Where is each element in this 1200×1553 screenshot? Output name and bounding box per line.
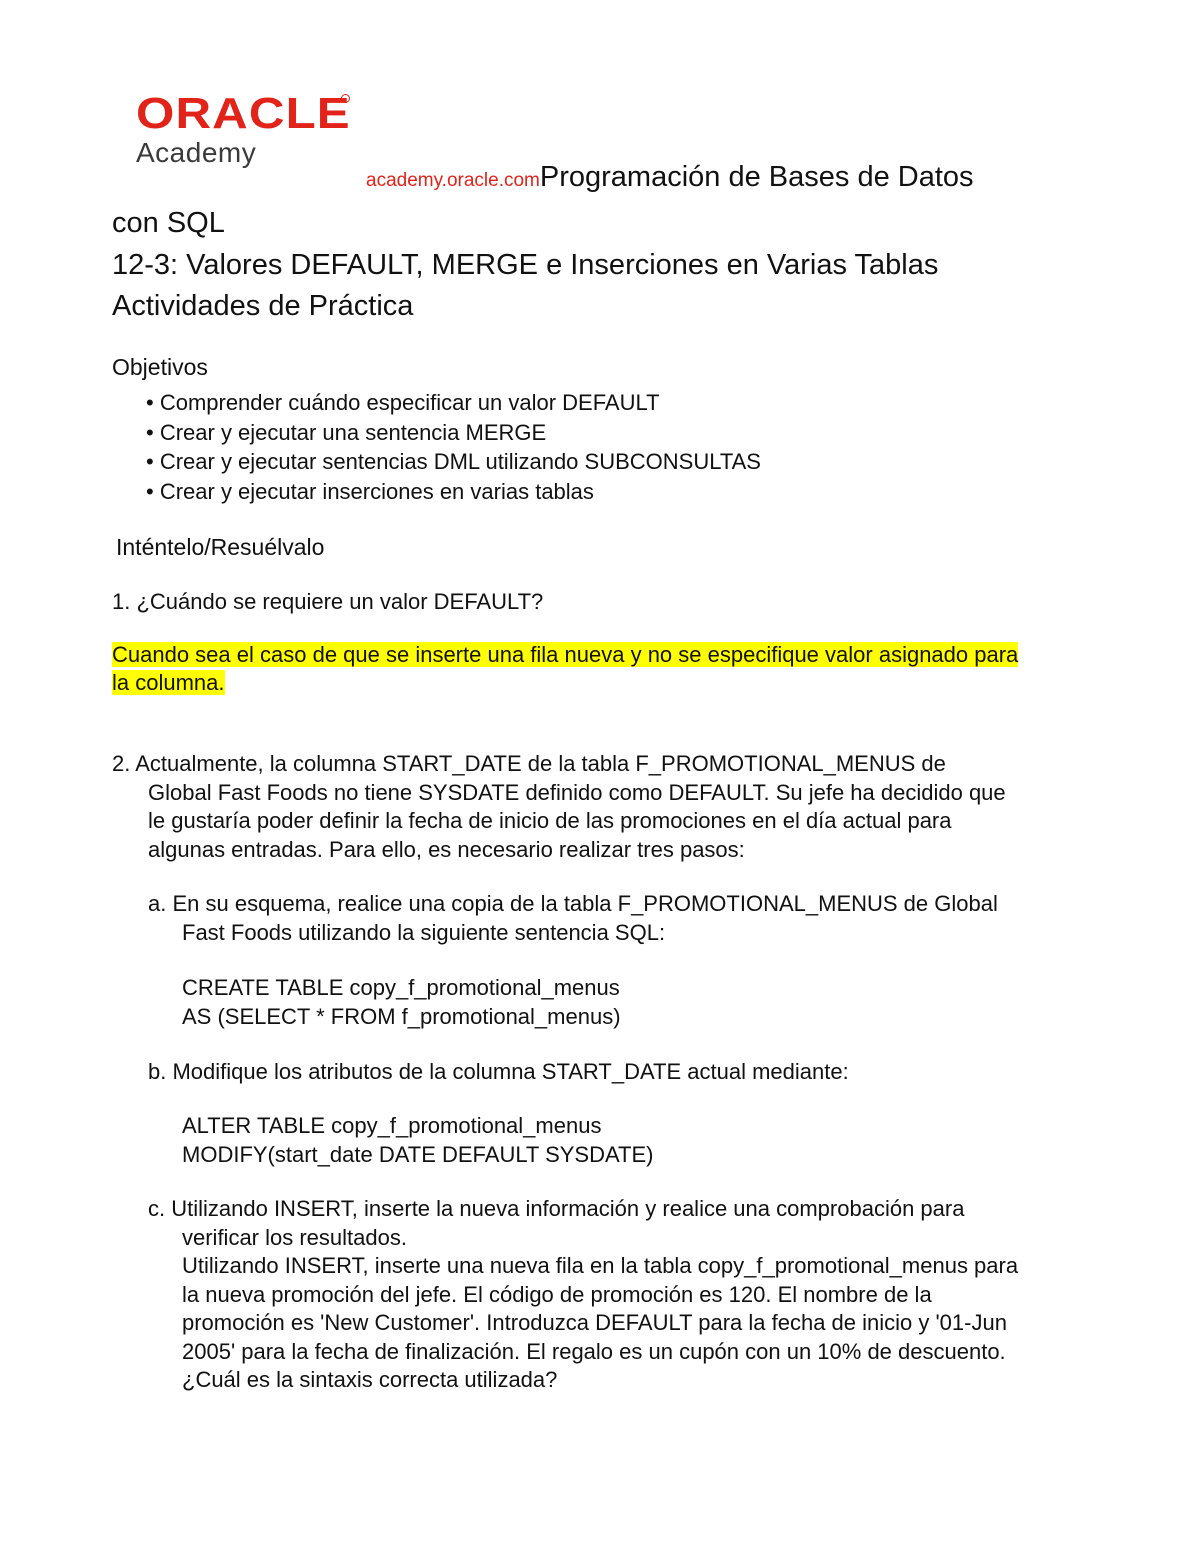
activity-title: Actividades de Práctica <box>112 290 414 322</box>
objectives-section <box>112 352 1112 506</box>
step-b-code <box>182 1112 653 1169</box>
objective-item: • Crear y ejecutar una sentencia MERGE <box>146 419 547 445</box>
question-2-line: algunas entradas. Para ello, es necesario realizar tres pasos: <box>148 836 745 862</box>
document-title <box>112 156 1072 326</box>
question-1: 1. ¿Cuándo se requiere un valor DEFAULT? <box>112 589 544 614</box>
objectives-list <box>146 388 1112 506</box>
step-c-line: ¿Cuál es la sintaxis correcta utilizada? <box>182 1367 558 1392</box>
step-c <box>148 1195 1088 1395</box>
step-c-line: promoción es 'New Customer'. Introduzca DEFAULT para la fecha de inicio y '01-Jun <box>182 1310 1007 1335</box>
objective-item: • Crear y ejecutar inserciones en varias tablas <box>146 478 594 504</box>
answer-line: la columna. <box>112 670 225 695</box>
logo-subtitle: Academy <box>136 137 257 168</box>
step-c-line: verificar los resultados. <box>182 1224 407 1250</box>
course-title-part2: con SQL <box>112 207 225 239</box>
step-c-line: 2005' para la fecha de finalización. El regalo es un cupón con un 10% de descuento. <box>182 1338 1006 1364</box>
code-line: ALTER TABLE copy_f_promotional_menus <box>182 1113 602 1138</box>
answer-line: Cuando sea el caso de que se inserte una fila nueva y no se especifique valor asignado para <box>112 642 1019 667</box>
objective-item: • Comprender cuándo especificar un valor DEFAULT <box>146 390 660 415</box>
step-a-code <box>182 974 621 1031</box>
step-c-line: c. Utilizando INSERT, inserte la nueva información y realice una comprobación para <box>148 1196 965 1221</box>
question-2 <box>112 750 1092 864</box>
question-2-line: le gustaría poder definir la fecha de inicio de las promociones en el día actual para <box>148 808 952 833</box>
objective-item: • Crear y ejecutar sentencias DML utilizando SUBCONSULTAS <box>146 449 761 474</box>
logo-brand: ORACLE <box>136 89 351 138</box>
course-title-part1: Programación de Bases de Datos <box>539 161 974 193</box>
step-b <box>148 1058 1088 1087</box>
step-a <box>148 890 1088 947</box>
code-line: MODIFY(start_date DATE DEFAULT SYSDATE) <box>182 1141 654 1167</box>
title-line-1 <box>112 156 1072 202</box>
lesson-title: 12-3: Valores DEFAULT, MERGE e Inserciones en Varias Tablas <box>112 249 939 281</box>
objectives-heading: Objetivos <box>112 354 208 380</box>
question-1-answer <box>112 641 1092 697</box>
code-line: AS (SELECT * FROM f_promotional_menus) <box>182 1003 621 1029</box>
step-c-line: Utilizando INSERT, inserte una nueva fila en la tabla copy_f_promotional_menus para <box>182 1253 1019 1278</box>
question-2-line: 2. Actualmente, la columna START_DATE de la tabla F_PROMOTIONAL_MENUS de <box>112 751 946 776</box>
registered-mark-icon <box>341 94 350 103</box>
practice-heading: Inténtelo/Resuélvalo <box>116 534 325 560</box>
code-line: CREATE TABLE copy_f_promotional_menus <box>182 975 620 1000</box>
step-a-line: Fast Foods utilizando la siguiente sentencia SQL: <box>182 919 666 945</box>
step-a-line: a. En su esquema, realice una copia de la tabla F_PROMOTIONAL_MENUS de Global <box>148 891 998 916</box>
site-link[interactable]: academy.oracle.com <box>366 170 540 191</box>
question-2-line: Global Fast Foods no tiene SYSDATE definido como DEFAULT. Su jefe ha decidido que <box>148 779 1006 805</box>
step-b-line: b. Modifique los atributos de la columna START_DATE actual mediante: <box>148 1059 849 1084</box>
step-c-line: la nueva promoción del jefe. El código de promoción es 120. El nombre de la <box>182 1281 932 1307</box>
